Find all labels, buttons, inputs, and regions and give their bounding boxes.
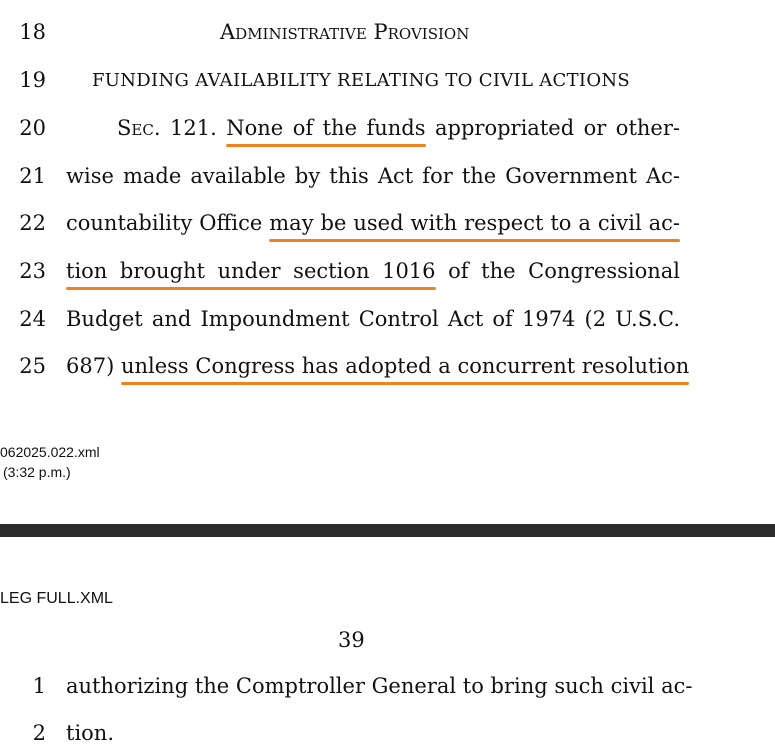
text-line: wise made available by this Act for the Government Ac-	[66, 164, 680, 188]
highlighted-phrase: tion brought under section 1016	[66, 259, 436, 283]
text-line: Budget and Impoundment Control Act of 1974 (2 U.S.C.	[66, 307, 680, 331]
text-line	[66, 354, 690, 378]
section-label: Sec. 121.	[117, 116, 227, 140]
text-span: appropriated or other-	[425, 116, 680, 140]
line-number: 24	[19, 307, 46, 331]
line-number: 23	[19, 259, 46, 283]
text-span: 687)	[66, 354, 121, 378]
text-line	[66, 116, 680, 140]
line-number: 25	[19, 354, 46, 378]
highlighted-phrase: unless Congress has adopted a concurrent resolution	[120, 354, 690, 378]
text-line: tion.	[66, 721, 114, 745]
page-divider	[0, 524, 775, 537]
line-number: 22	[19, 211, 46, 235]
line-number: 19	[19, 68, 46, 92]
line-number: 18	[19, 20, 46, 44]
footer-filename: 062025.022.xml	[0, 444, 100, 460]
text-line: authorizing the Comptroller General to bring such civil ac-	[66, 674, 693, 698]
text-span: of the Congressional	[435, 259, 680, 283]
section-subheading: FUNDING AVAILABILITY RELATING TO CIVIL ACTIONS	[92, 70, 631, 91]
text-line	[66, 259, 680, 283]
line-number: 2	[32, 721, 46, 745]
line-number: 20	[19, 116, 46, 140]
section-heading: Administrative Provision	[220, 20, 470, 44]
highlighted-phrase: None of the funds	[226, 116, 426, 140]
text-span: countability Office	[66, 211, 270, 235]
footer-timestamp: (3:32 p.m.)	[3, 464, 71, 480]
line-number: 1	[32, 674, 46, 698]
page-number: 39	[338, 628, 365, 652]
highlighted-phrase: may be used with respect to a civil ac-	[269, 211, 680, 235]
text-line	[66, 211, 680, 235]
document-label: LEG FULL.XML	[0, 590, 113, 607]
line-number: 21	[19, 164, 46, 188]
